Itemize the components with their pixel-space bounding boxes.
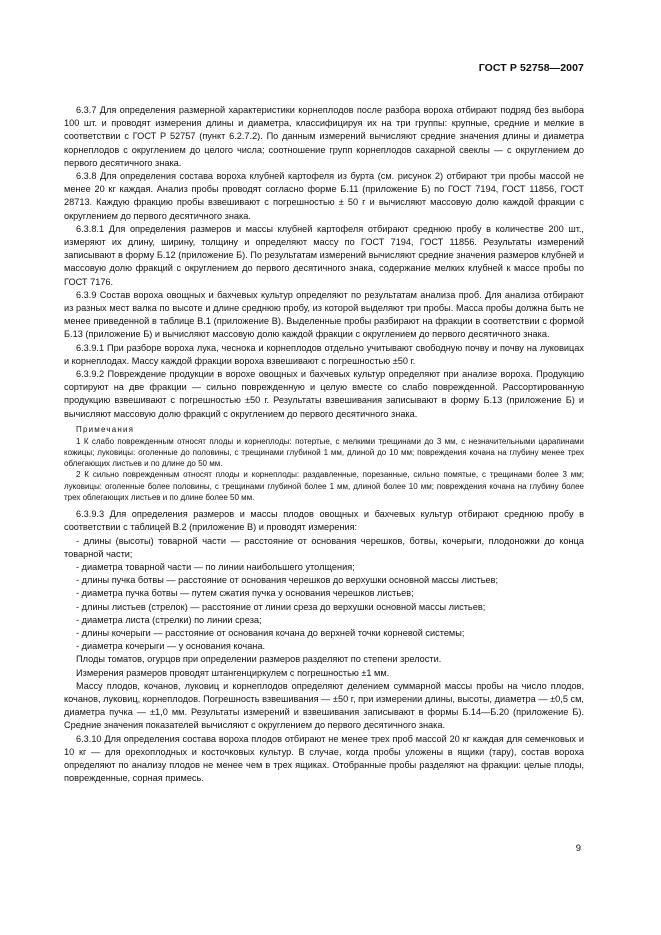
note-item-2: 2 К сильно поврежденным относят плоды и корнеплоды: раздавленные, порезанные, сильно помятые, с трещинами более 3 мм; луковицы: оголенные более половины, с трещинами глубиной более 1 мм, длиной более 10 мм; повреждения кочана на глубину более трех облегающих листьев и по длине более 50 мм. (64, 470, 584, 502)
paragraph-6-3-10: 6.3.10 Для определения состава вороха плодов отбирают не менее трех проб массой 20 кг каждая для семечковых и 10 кг — для орехоплодных и косточковых культур. В случае, когда пробы уложены в ящики (тару), состав вороха определяют по анализу плодов не менее чем в трех ящиках. Отобранные пробы разделяют на фракции: целые плоды, поврежденные, сорная примесь. (64, 733, 584, 784)
notes-block (64, 424, 584, 503)
paragraph-6-3-8-1: 6.3.8.1 Для определения размеров и массы клубней картофеля отбирают среднюю пробу в количестве 200 шт., измеряют их длину, ширину, толщину и определяют массу по ГОСТ 7194, ГОСТ 11856. Результаты измерений записывают в форму Б.12 (приложение Б). По результатам измерений вычисляют средние значения размеров клубней и массовую долю фракций с округлением до первого десятичного знака, содержание мелких клубней к массе пробы по ГОСТ 7176. (64, 223, 584, 287)
page-number: 9 (575, 843, 581, 854)
document-body (64, 104, 584, 785)
paragraph-6-3-9-3: 6.3.9.3 Для определения размеров и массы плодов овощных и бахчевых культур отбирают среднюю пробу в соответствии с таблицей В.2 (приложение В) и проводят измерения: (64, 509, 584, 533)
paragraph-6-3-9: 6.3.9 Состав вороха овощных и бахчевых культур определяют по результатам анализа проб. Для анализа отбирают из разных мест валка по высоте и длине среднюю пробу, из которой выделяют три пробы. Масса пробы должна быть не менее приведенной в таблице В.1 (приложение В). Выделенные пробы разбирают на фракции в соответствии с формой Б.13 (приложение Б) и вычисляют массовую долю каждой фракции с округлением до первого десятичного знака. (64, 289, 584, 340)
paragraph-caliper: Измерения размеров проводят штангенциркулем с погрешностью ±1 мм. (76, 667, 390, 678)
list-item-stalk-diameter: - диаметра кочерыги — у основания кочана. (76, 641, 266, 652)
list-item-leaf-length: - длины листьев (стрелок) — расстояние от линии среза до верхушки основной массы листьев; (76, 601, 486, 612)
paragraph-mass: Массу плодов, кочанов, луковиц и корнеплодов определяют делением суммарной массы пробы на число плодов, кочанов, луковиц, корнеплодов. Погрешность взвешивания — ±50 г, при измерении длины, высоты, диаметра — ±0,5 см, диаметра пучка — ±1,0 мм. Результаты измерений и взвешивания записывают в формы Б.14—Б.20 (приложение Б). Средние значения показателей вычисляют с округлением до первого десятичного знака. (64, 680, 584, 731)
list-item-stalk-length: - длины кочерыги — расстояние от основания кочана до верхней точки корневой системы; (76, 627, 465, 638)
list-item-length: - длины (высоты) товарной части — расстояние от основания черешков, ботвы, кочерыги, плодоножки до конца товарной части; (64, 535, 584, 559)
list-item-diameter: - диаметра товарной части — по линии наибольшего утолщения; (76, 561, 355, 572)
paragraph-6-3-9-2: 6.3.9.2 Повреждение продукции в ворохе овощных и бахчевых культур определяют при анализе вороха. Продукцию сортируют на две фракции — сильно поврежденную и целую вместе со слабо поврежденной. Рассортированную продукцию взвешивают с погрешностью ±50 г. Результаты взвешивания записывают в форму Б.13 (приложение Б) и вычисляют массовую долю фракций с округлением до первого десятичного знака. (64, 369, 584, 419)
list-item-leaf-diameter: - диаметра листа (стрелки) по линии среза; (76, 614, 262, 625)
paragraph-6-3-7: 6.3.7 Для определения размерной характеристики корнеплодов после разбора вороха отбирают подряд без выбора 100 шт. и проводят измерения длины и диаметра, классифицируя их на три группы: крупные, средние и мелкие в соответствии с ГОСТ Р 52757 (пункт 6.2.7.2). По данным измерений вычисляют средние значения длины и диаметра корнеплодов с округлением до целого числа; соотношение групп корнеплодов сахарной свеклы — с округлением до первого десятичного знака. (64, 105, 584, 168)
list-item-bunch-length: - длины пучка ботвы — расстояние от основания черешков до верхушки основной массы листьев; (76, 575, 499, 586)
paragraph-6-3-8: 6.3.8 Для определения состава вороха клубней картофеля из бурта (см. рисунок 2) отбирают три пробы массой не менее 20 кг каждая. Анализ пробы проводят согласно форме Б.11 (приложение Б) по ГОСТ 7194, ГОСТ 11856, ГОСТ 28713. Каждую фракцию пробы взвешивают с погрешностью ± 50 г и вычисляют массовую долю каждой фракции с округлением до первого десятичного знака. (64, 171, 584, 221)
paragraph-6-3-9-1: 6.3.9.1 При разборе вороха лука, чеснока и корнеплодов отдельно учитывают свободную почву и почву на луковицах и корнеплодах. Массу каждой фракции вороха взвешивают с погрешностью ±50 г. (64, 342, 584, 366)
document-code-header: ГОСТ Р 52758—2007 (478, 62, 584, 74)
notes-title: Примечания (76, 424, 135, 434)
list-item-bunch-diameter: - диаметра пучка ботвы — путем сжатия пучка у основания черешков листьев; (76, 588, 414, 599)
paragraph-ripeness: Плоды томатов, огурцов при определении размеров разделяют по степени зрелости. (76, 654, 442, 665)
note-item-1: 1 К слабо поврежденным относят плоды и корнеплоды: потертые, с мелкими трещинами до 3 мм, с незначительными царапинами кожицы; луковицы: оголенные до половины, с трещинами глубиной 1 мм, длиной до 10 мм; повреждения кочана на глубину менее трех облегающих листьев и по длине до 50 мм. (64, 436, 584, 469)
